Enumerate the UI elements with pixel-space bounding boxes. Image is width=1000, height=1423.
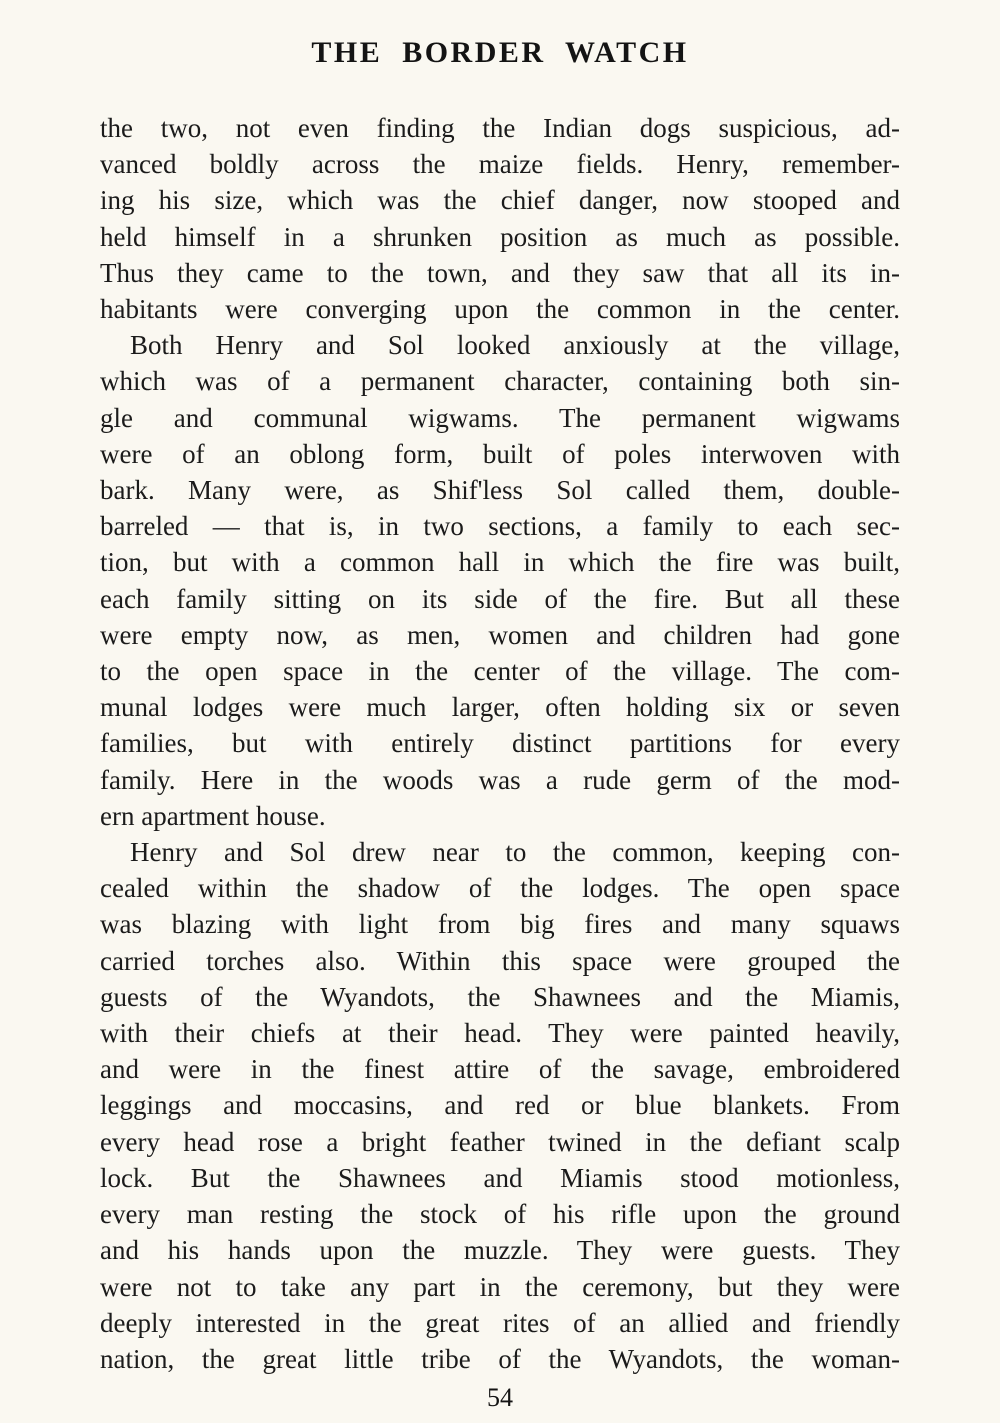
paragraph	[100, 110, 900, 327]
text-line: to the open space in the center of the village. The com-	[100, 656, 900, 687]
text-line: barreled — that is, in two sections, a family to each sec-	[100, 511, 900, 542]
text-line: Both Henry and Sol looked anxiously at the village,	[130, 330, 900, 361]
text-line: lock. But the Shawnees and Miamis stood motionless,	[100, 1162, 900, 1193]
text-line: bark. Many were, as Shif'less Sol called them, double-	[100, 475, 900, 506]
text-line: Henry and Sol drew near to the common, keeping con-	[130, 837, 900, 868]
text-line: was blazing with light from big fires and many squaws	[100, 909, 900, 940]
page-title: THE BORDER WATCH	[311, 36, 689, 69]
text-line: leggings and moccasins, and red or blue blankets. From	[100, 1090, 900, 1121]
text-line: deeply interested in the great rites of an allied and friendly	[100, 1307, 900, 1338]
text-line: gle and communal wigwams. The permanent wigwams	[100, 402, 900, 433]
text-line: and his hands upon the muzzle. They were guests. They	[100, 1235, 900, 1266]
text-line: vanced boldly across the maize fields. Henry, remember-	[100, 149, 900, 180]
text-line: guests of the Wyandots, the Shawnees and the Miamis,	[100, 981, 900, 1012]
body-text	[100, 110, 900, 1377]
text-line: every head rose a bright feather twined in the defiant scalp	[100, 1126, 900, 1157]
text-line: held himself in a shrunken position as much as possible.	[100, 221, 900, 252]
text-line: ern apartment house.	[100, 800, 326, 831]
text-line: nation, the great little tribe of the Wyandots, the woman-	[100, 1343, 900, 1374]
text-line: which was of a permanent character, containing both sin-	[100, 366, 900, 397]
page-number: 54	[487, 1383, 513, 1413]
text-line: the two, not even finding the Indian dogs suspicious, ad-	[100, 113, 900, 143]
text-line: family. Here in the woods was a rude germ of the mod-	[100, 764, 900, 795]
text-line: and were in the finest attire of the savage, embroidered	[100, 1054, 900, 1085]
text-line: families, but with entirely distinct partitions for every	[100, 728, 900, 759]
text-line: Thus they came to the town, and they saw that all its in-	[100, 257, 900, 288]
text-line: were of an oblong form, built of poles interwoven with	[100, 438, 900, 469]
paragraph	[100, 327, 900, 834]
text-line: carried torches also. Within this space were grouped the	[100, 945, 900, 976]
text-line: each family sitting on its side of the fire. But all these	[100, 583, 900, 614]
text-line: were empty now, as men, women and children had gone	[100, 619, 900, 650]
text-line: with their chiefs at their head. They were painted heavily,	[100, 1018, 900, 1049]
text-line: ing his size, which was the chief danger, now stooped and	[100, 185, 900, 216]
text-line: tion, but with a common hall in which the fire was built,	[100, 547, 900, 578]
paragraph	[100, 834, 900, 1377]
text-line: munal lodges were much larger, often holding six or seven	[100, 692, 900, 723]
text-line: cealed within the shadow of the lodges. The open space	[100, 873, 900, 904]
text-line: habitants were converging upon the common in the center.	[100, 294, 900, 325]
text-line: were not to take any part in the ceremony, but they were	[100, 1271, 900, 1302]
text-line: every man resting the stock of his rifle upon the ground	[100, 1199, 900, 1230]
